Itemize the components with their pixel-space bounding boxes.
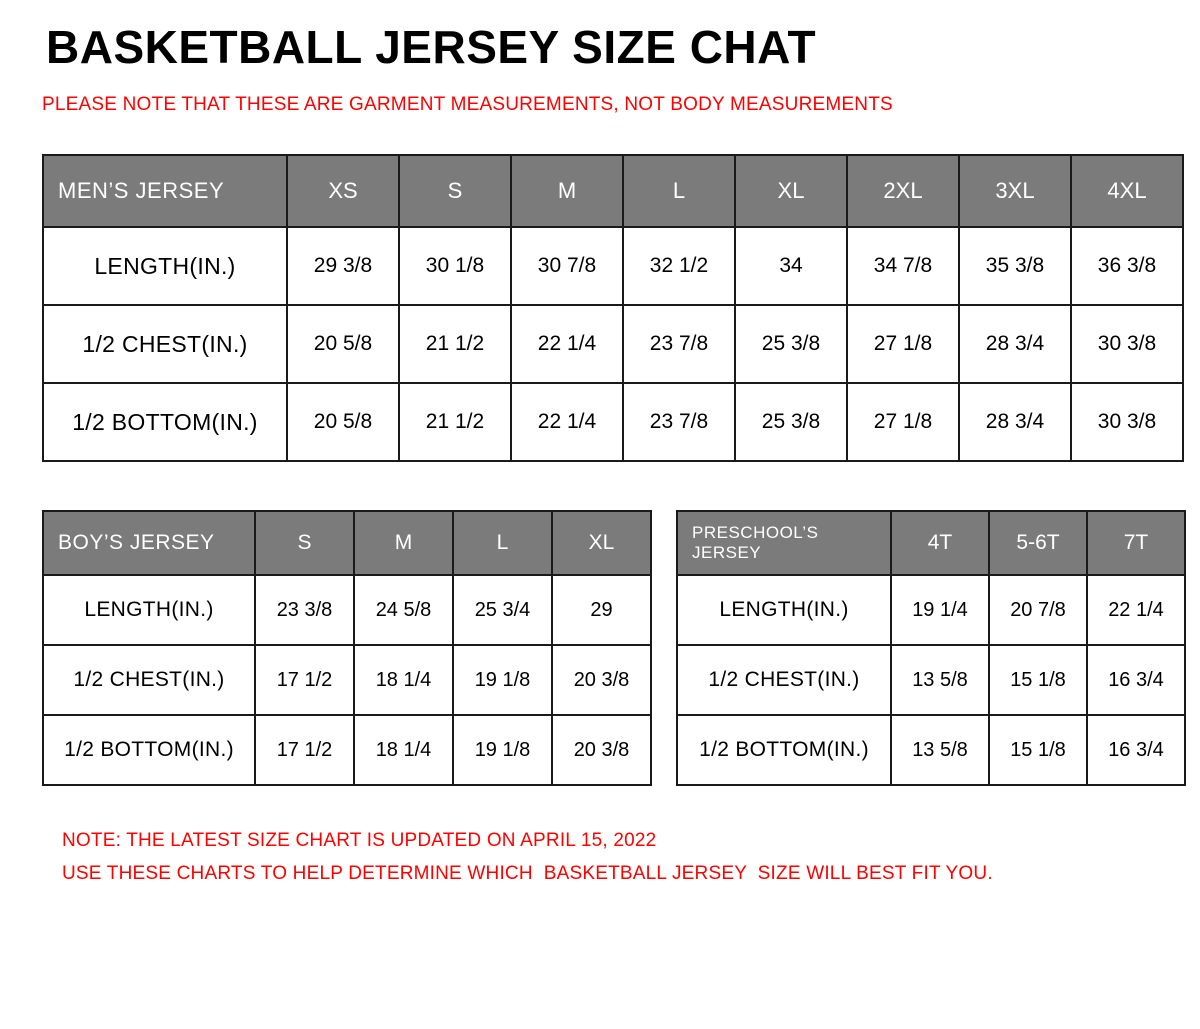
measurement-cell: 28 3/4 [959,305,1071,383]
row-label: 1/2 CHEST(IN.) [43,645,255,715]
table-row [677,575,1185,645]
update-date-note: NOTE: THE LATEST SIZE CHART IS UPDATED ON APRIL 15, 2022 [62,830,657,852]
measurement-cell: 20 5/8 [287,383,399,461]
preschool-size-header: 4T [891,511,989,575]
measurement-cell: 18 1/4 [354,645,453,715]
boys-size-header: M [354,511,453,575]
row-label: 1/2 BOTTOM(IN.) [677,715,891,785]
measurement-cell: 18 1/4 [354,715,453,785]
mens-jersey-table [42,154,1184,462]
measurement-cell: 25 3/8 [735,305,847,383]
measurement-cell: 29 3/8 [287,227,399,305]
footer-notes [62,824,1172,891]
measurement-cell: 17 1/2 [255,715,354,785]
preschool-header-label: PRESCHOOL’S JERSEY [677,511,891,575]
mens-size-header: 2XL [847,155,959,227]
row-label: 1/2 CHEST(IN.) [43,305,287,383]
measurement-cell: 16 3/4 [1087,715,1185,785]
measurement-cell: 22 1/4 [1087,575,1185,645]
measurement-cell: 23 7/8 [623,305,735,383]
table-row [43,645,651,715]
measurement-cell: 19 1/4 [891,575,989,645]
usage-note: USE THESE CHARTS TO HELP DETERMINE WHICH BASKETBALL JERSEY SIZE WILL BEST FIT YOU. [62,863,993,885]
measurement-cell: 19 1/8 [453,715,552,785]
mens-size-header: XL [735,155,847,227]
measurement-cell: 17 1/2 [255,645,354,715]
measurement-cell: 21 1/2 [399,383,511,461]
measurement-cell: 20 3/8 [552,645,651,715]
table-row [43,383,1183,461]
measurement-cell: 27 1/8 [847,305,959,383]
mens-size-header: M [511,155,623,227]
measurement-cell: 13 5/8 [891,645,989,715]
measurement-cell: 24 5/8 [354,575,453,645]
measurement-cell: 20 5/8 [287,305,399,383]
boys-header-label: BOY’S JERSEY [43,511,255,575]
table-row [43,575,651,645]
row-label: 1/2 CHEST(IN.) [677,645,891,715]
mens-size-header: L [623,155,735,227]
measurement-cell: 13 5/8 [891,715,989,785]
boys-size-header: L [453,511,552,575]
measurement-cell: 30 3/8 [1071,305,1183,383]
boys-jersey-table [42,510,652,786]
secondary-tables-row [42,510,1172,786]
measurement-cell: 35 3/8 [959,227,1071,305]
measurement-cell: 36 3/8 [1071,227,1183,305]
garment-measurement-note: PLEASE NOTE THAT THESE ARE GARMENT MEASUREMENTS, NOT BODY MEASUREMENTS [42,93,893,115]
measurement-cell: 23 7/8 [623,383,735,461]
measurement-cell: 27 1/8 [847,383,959,461]
mens-size-header: 4XL [1071,155,1183,227]
table-row [43,715,651,785]
mens-table-head [43,155,1183,227]
measurement-cell: 25 3/4 [453,575,552,645]
boys-table-body [43,575,651,785]
measurement-cell: 28 3/4 [959,383,1071,461]
row-label: 1/2 BOTTOM(IN.) [43,715,255,785]
measurement-cell: 15 1/8 [989,645,1087,715]
row-label: LENGTH(IN.) [43,227,287,305]
preschool-table-head [677,511,1185,575]
row-label: LENGTH(IN.) [43,575,255,645]
table-row [677,645,1185,715]
measurement-cell: 30 7/8 [511,227,623,305]
measurement-cell: 34 [735,227,847,305]
preschool-jersey-table [676,510,1186,786]
measurement-cell: 34 7/8 [847,227,959,305]
table-header-row [43,511,651,575]
boys-size-header: S [255,511,354,575]
measurement-cell: 20 7/8 [989,575,1087,645]
row-label: LENGTH(IN.) [677,575,891,645]
mens-table-body [43,227,1183,461]
size-chart-page [0,22,1200,1029]
preschool-table-body [677,575,1185,785]
table-header-row [43,155,1183,227]
table-row [677,715,1185,785]
preschool-size-header: 5-6T [989,511,1087,575]
table-row [43,305,1183,383]
boys-table-head [43,511,651,575]
measurement-cell: 23 3/8 [255,575,354,645]
measurement-cell: 32 1/2 [623,227,735,305]
preschool-size-header: 7T [1087,511,1185,575]
measurement-cell: 22 1/4 [511,383,623,461]
measurement-cell: 21 1/2 [399,305,511,383]
measurement-cell: 30 1/8 [399,227,511,305]
measurement-cell: 19 1/8 [453,645,552,715]
mens-header-label: MEN’S JERSEY [43,155,287,227]
measurement-cell: 22 1/4 [511,305,623,383]
measurement-cell: 25 3/8 [735,383,847,461]
measurement-cell: 16 3/4 [1087,645,1185,715]
measurement-cell: 29 [552,575,651,645]
table-header-row [677,511,1185,575]
mens-jersey-table-wrapper [42,154,1172,462]
row-label: 1/2 BOTTOM(IN.) [43,383,287,461]
mens-size-header: 3XL [959,155,1071,227]
boys-size-header: XL [552,511,651,575]
table-row [43,227,1183,305]
measurement-cell: 15 1/8 [989,715,1087,785]
mens-size-header: XS [287,155,399,227]
mens-size-header: S [399,155,511,227]
page-title: BASKETBALL JERSEY SIZE CHAT [46,21,817,73]
measurement-cell: 30 3/8 [1071,383,1183,461]
measurement-cell: 20 3/8 [552,715,651,785]
